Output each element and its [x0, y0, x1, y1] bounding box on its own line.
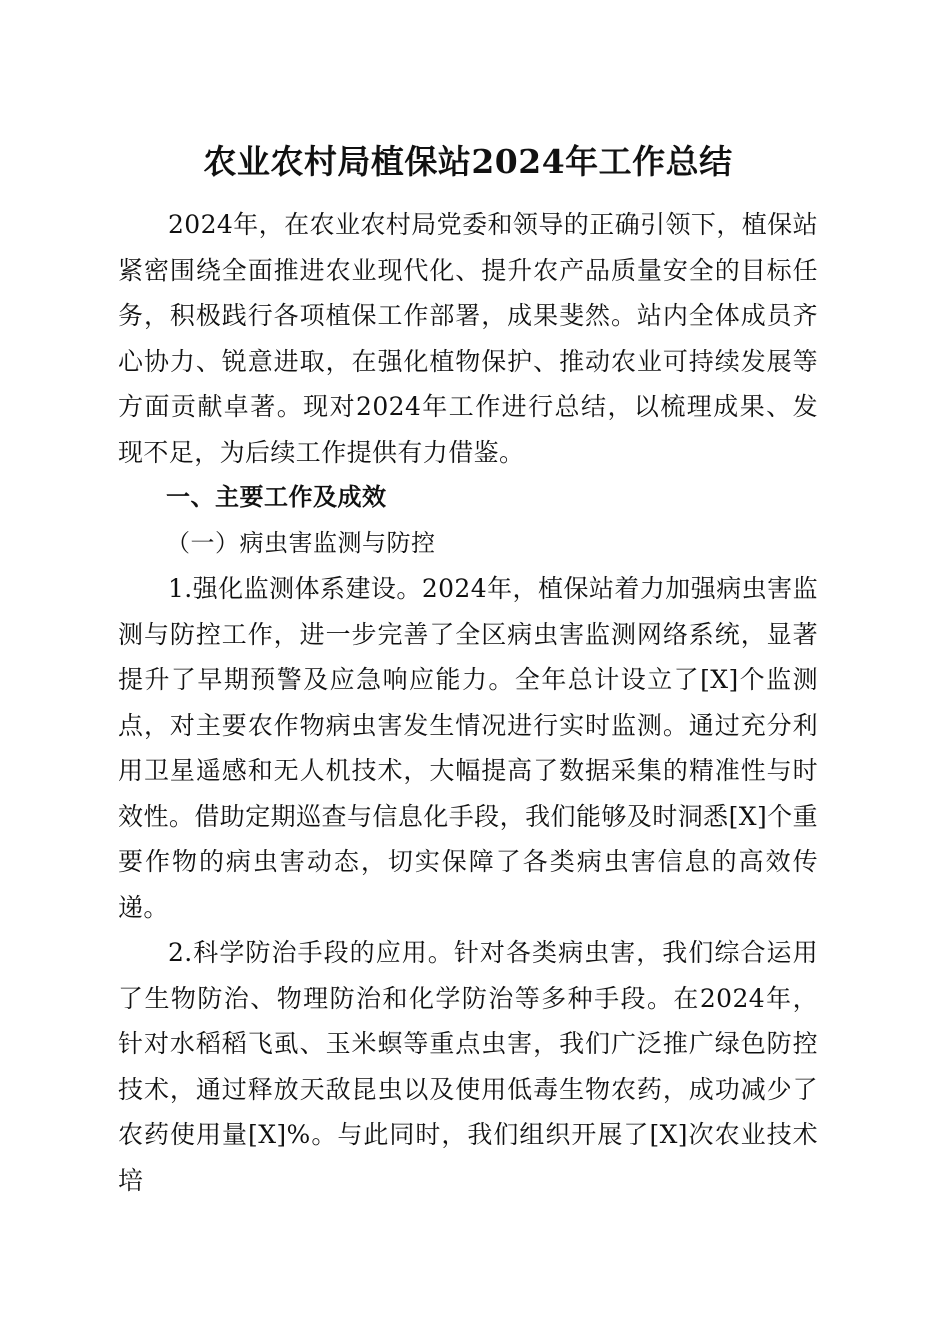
section-heading-main-work: 一、主要工作及成效 [166, 483, 387, 511]
intro-paragraph: 2024年，在农业农村局党委和领导的正确引领下，植保站紧密围绕全面推进农业现代化、提升农产品质量安全的目标任务，积极践行各项植保工作部署，成果斐然。站内全体成员齐心协力、锐意进取，在强化植物保护、推动农业可持续发展等方面贡献卓著。现对2024年工作进行总结，以梳理成果、发现不足，为后续工作提供有力借鉴。 [118, 210, 818, 467]
subsection-heading-pest-monitoring: （一）病虫害监测与防控 [166, 528, 436, 557]
document-title: 农业农村局植保站2024年工作总结 [203, 142, 733, 181]
paragraph-item-2: 2.科学防治手段的应用。针对各类病虫害，我们综合运用了生物防治、物理防治和化学防治等多种手段。在2024年，针对水稻稻飞虱、玉米螟等重点虫害，我们广泛推广绿色防控技术，通过释放天敌昆虫以及使用低毒生物农药，成功减少了农药使用量[X]%。与此同时，我们组织开展了[X]次农业技术培 [118, 938, 818, 1195]
paragraph-item-1: 1.强化监测体系建设。2024年，植保站着力加强病虫害监测与防控工作，进一步完善了全区病虫害监测网络系统，显著提升了早期预警及应急响应能力。全年总计设立了[X]个监测点，对主要农作物病虫害发生情况进行实时监测。通过充分利用卫星遥感和无人机技术，大幅提高了数据采集的精准性与时效性。借助定期巡查与信息化手段，我们能够及时洞悉[X]个重要作物的病虫害动态，切实保障了各类病虫害信息的高效传递。 [118, 574, 818, 922]
